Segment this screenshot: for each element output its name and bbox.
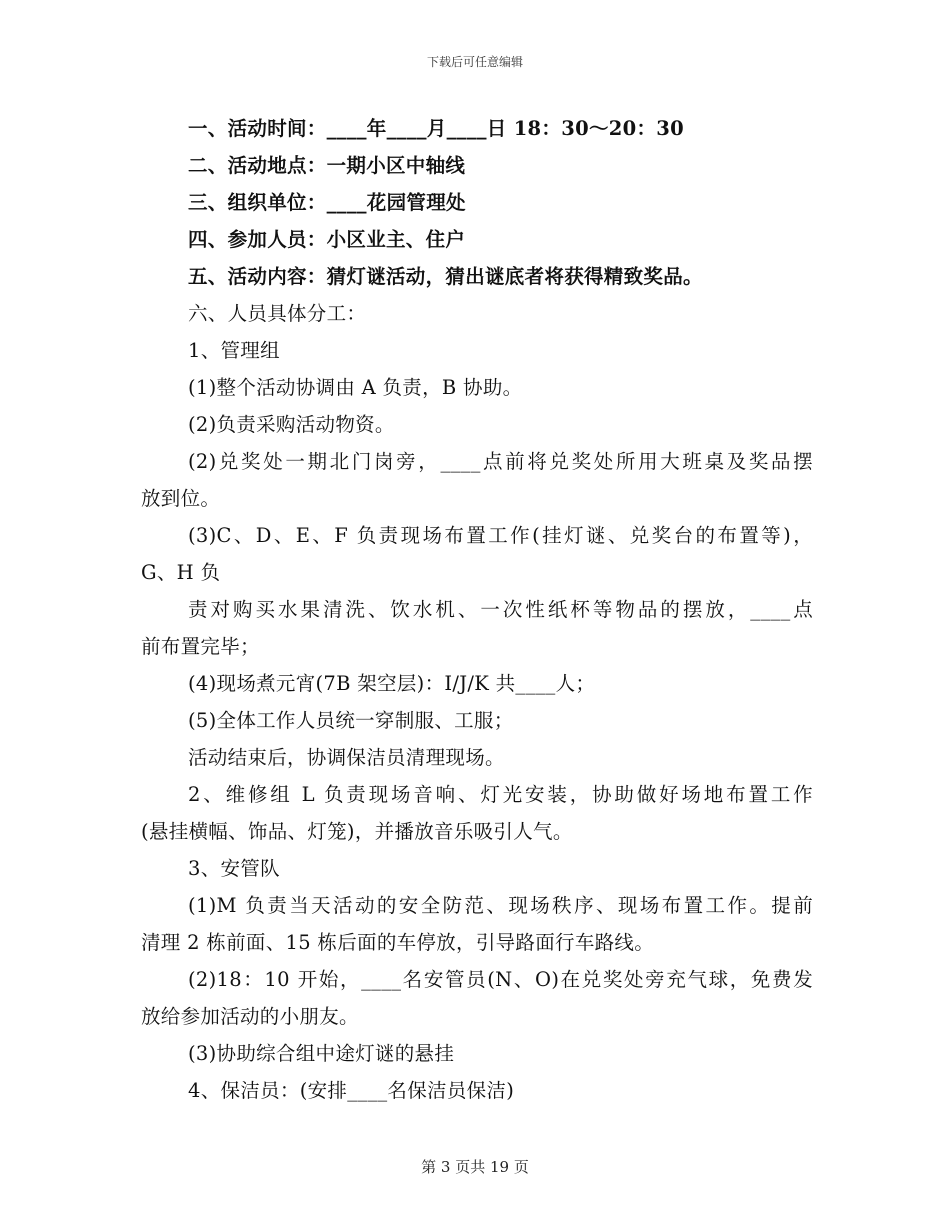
management-item-4: (4)现场煮元宵(7B 架空层)：I/J/K 共____人； xyxy=(188,672,596,695)
management-item-3: (3)C、D、E、F 负责现场布置工作(挂灯谜、兑奖台的布置等)， xyxy=(188,524,813,547)
organizer-line: 三、组织单位：____花园管理处 xyxy=(188,191,466,214)
security-item-1-cont: 清理 2 栋前面、15 栋后面的车停放，引导路面行车路线。 xyxy=(141,931,655,954)
management-item-1: (1)整个活动协调由 A 负责，B 协助。 xyxy=(188,376,523,399)
page-number-footer: 第 3 页共 19 页 xyxy=(421,1158,529,1176)
activity-location-line: 二、活动地点：一期小区中轴线 xyxy=(188,154,466,177)
security-item-2-cont: 放给参加活动的小朋友。 xyxy=(141,1005,359,1028)
cleaning-staff-line: 4、保洁员：(安排____名保洁员保洁) xyxy=(188,1079,515,1102)
participants-line: 四、参加人员：小区业主、住户 xyxy=(188,228,466,251)
management-item-3-detail: 责对购买水果清洗、饮水机、一次性纸杯等物品的摆放，____点 xyxy=(188,598,813,621)
maintenance-group-line: 2、维修组 L 负责现场音响、灯光安装，协助做好场地布置工作 xyxy=(188,783,813,806)
division-heading: 六、人员具体分工： xyxy=(188,302,367,325)
management-item-3-cont: G、H 负 xyxy=(141,561,221,584)
activity-time-line: 一、活动时间：____年____月____日 18：30～20：30 xyxy=(188,117,685,140)
management-closing: 活动结束后，协调保洁员清理现场。 xyxy=(188,746,505,769)
page-header-note: 下载后可任意编辑 xyxy=(426,55,523,69)
security-item-2: (2)18：10 开始，____名安管员(N、O)在兑奖处旁充气球，免费发 xyxy=(188,968,813,991)
management-item-2b-cont: 放到位。 xyxy=(141,487,221,510)
management-group-heading: 1、管理组 xyxy=(188,339,280,362)
management-item-2: (2)负责采购活动物资。 xyxy=(188,413,395,436)
management-item-2b: (2)兑奖处一期北门岗旁，____点前将兑奖处所用大班桌及奖品摆 xyxy=(188,450,813,473)
maintenance-group-cont: (悬挂横幅、饰品、灯笼)，并播放音乐吸引人气。 xyxy=(141,820,573,843)
document-body xyxy=(141,110,813,1109)
security-team-heading: 3、安管队 xyxy=(188,857,280,880)
security-item-3: (3)协助综合组中途灯谜的悬挂 xyxy=(188,1042,455,1065)
security-item-1: (1)M 负责当天活动的安全防范、现场秩序、现场布置工作。提前 xyxy=(188,894,813,917)
management-item-5: (5)全体工作人员统一穿制服、工服； xyxy=(188,709,514,732)
management-item-3-detail-cont: 前布置完毕； xyxy=(141,635,260,658)
activity-content-line: 五、活动内容：猜灯谜活动，猜出谜底者将获得精致奖品。 xyxy=(188,265,703,288)
